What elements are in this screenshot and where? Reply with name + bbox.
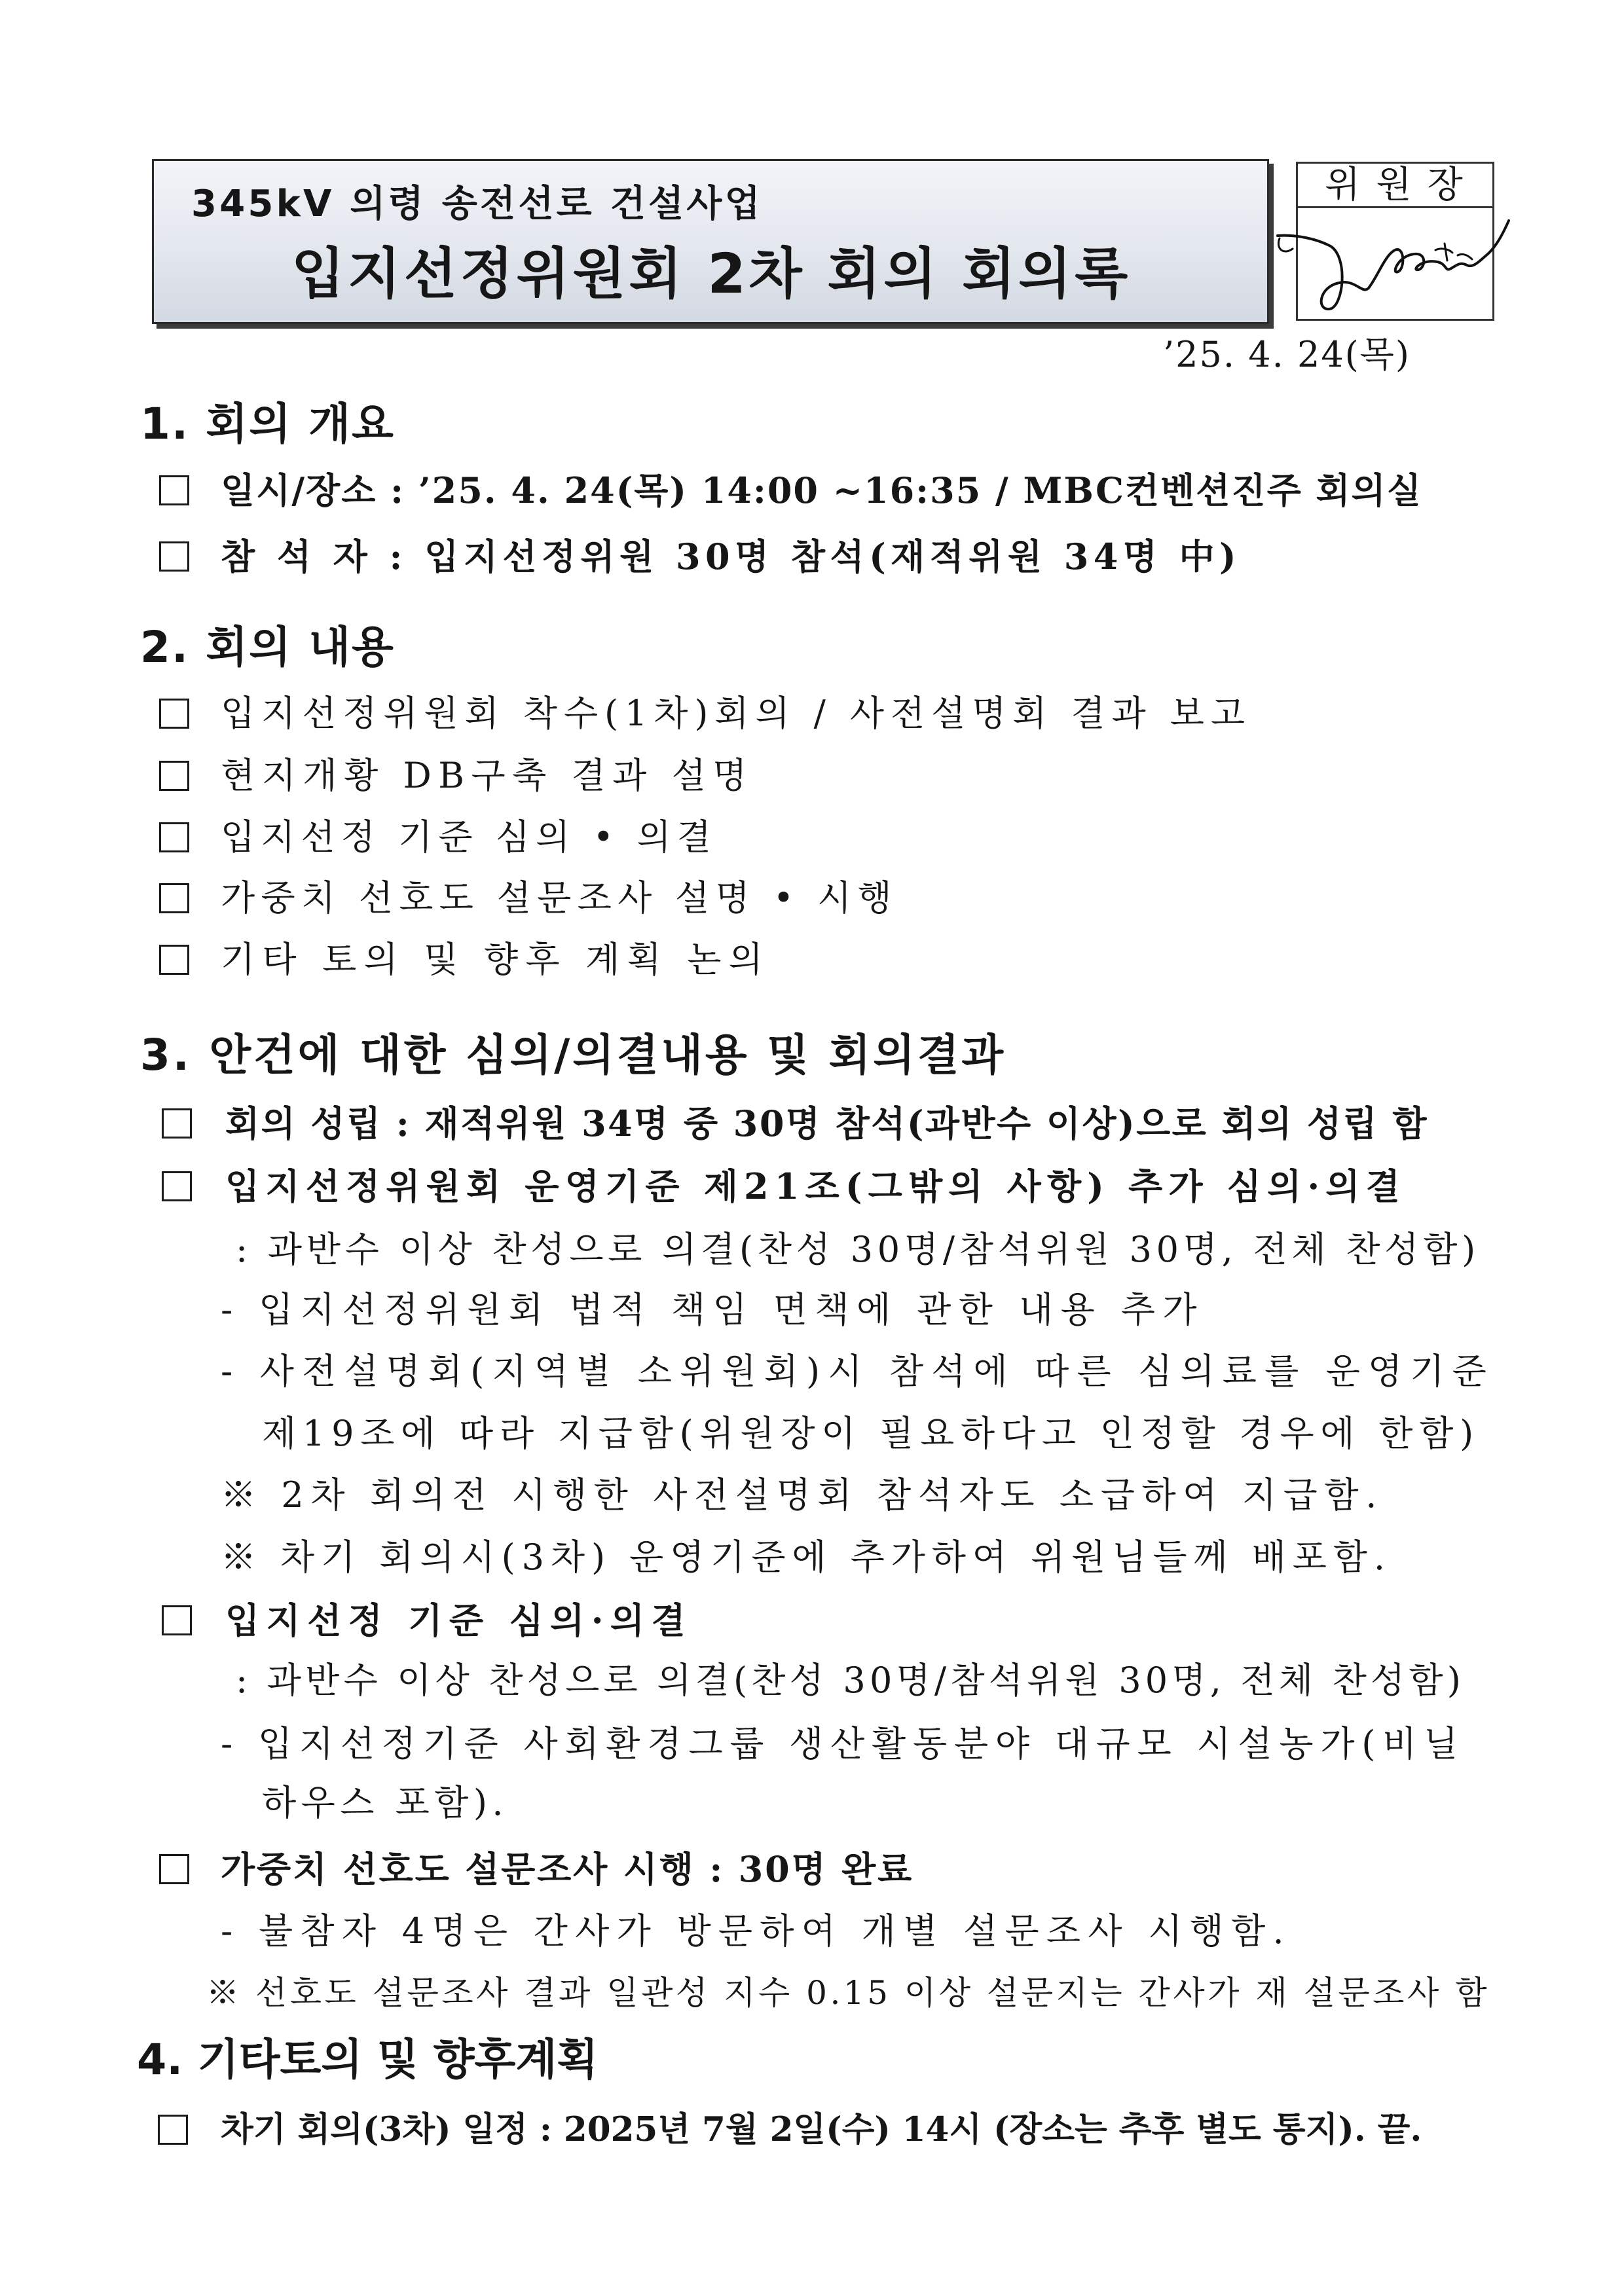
section-heading (0, 398, 1624, 450)
checkbox-icon (159, 822, 189, 852)
resolution-title (0, 1843, 1624, 1895)
resolution-title (0, 1594, 1624, 1647)
resolution-note (0, 1531, 1624, 1584)
agenda-item-text: 기타 토의 및 향후 계획 논의 (221, 939, 770, 980)
section-heading (0, 2034, 1624, 2086)
resolution-note (0, 1469, 1624, 1522)
resolution-title-text: 입지선정위원회 운영기준 제21조(그밖의 사항) 추가 심의·의결 (225, 1165, 1406, 1207)
checkbox-icon (159, 541, 189, 572)
resolution-detail (0, 1224, 1624, 1276)
resolution-detail-text: : 과반수 이상 찬성으로 의결(찬성 30명/참석위원 30명, 전체 찬성함) (236, 1660, 1465, 1701)
resolution-detail-text: - 입지선정기준 사회환경그룹 생산활동분야 대규모 시설농가(비닐 (221, 1723, 1465, 1764)
agenda-item (0, 750, 1624, 802)
agenda-item-text: 현지개황 DB구축 결과 설명 (221, 755, 754, 796)
agenda-item-text: 가중치 선호도 설문조사 설명 • 시행 (221, 877, 898, 919)
resolution-note-text: ※ 2차 회의전 시행한 사전설명회 참석자도 소급하여 지급함. (221, 1474, 1384, 1516)
resolution-detail (0, 1777, 1624, 1829)
resolution-title (0, 1160, 1624, 1212)
title-box (152, 159, 1269, 324)
resolution-title-text: 입지선정 기준 심의·의결 (225, 1599, 692, 1641)
document-date: ’25. 4. 24(목) (1163, 334, 1411, 375)
document-date-row (0, 329, 1624, 381)
section-heading-text: 3. 안건에 대한 심의/의결내용 및 회의결과 (140, 1030, 1006, 1080)
resolution-note-text: ※ 선호도 설문조사 결과 일관성 지수 0.15 이상 설문지는 간사가 재 설문조사 함 (206, 1974, 1490, 2012)
checkbox-icon (162, 1605, 192, 1635)
checkbox-icon (162, 1108, 192, 1139)
resolution-detail (0, 1284, 1624, 1336)
resolution-detail-text: - 사전설명회(지역별 소위원회)시 참석에 따른 심의료를 운영기준 (221, 1351, 1494, 1392)
section-heading (0, 621, 1624, 674)
resolution-title-text: 가중치 선호도 설문조사 시행 : 30명 완료 (221, 1848, 914, 1890)
checkbox-icon (159, 883, 189, 913)
agenda-item-text: 입지선정위원회 착수(1차)회의 / 사전설명회 결과 보고 (221, 693, 1251, 734)
resolution-note-text: ※ 차기 회의시(3차) 운영기준에 추가하여 위원님들께 배포함. (221, 1537, 1392, 1578)
agenda-item-text: 입지선정 기준 심의 • 의결 (221, 816, 717, 858)
agenda-item (0, 872, 1624, 924)
checkbox-icon (159, 699, 189, 729)
agenda-item (0, 687, 1624, 740)
resolution-detail-text: 제19조에 따라 지급함(위원장이 필요하다고 인정할 경우에 한함) (262, 1413, 1480, 1454)
section-heading-text: 2. 회의 내용 (140, 622, 395, 672)
overview-datetime-place (0, 464, 1624, 517)
resolution-detail (0, 1718, 1624, 1770)
approval-header (1298, 164, 1492, 208)
resolution-quorum-text: 회의 성립 : 재적위원 34명 중 30명 참석(과반수 이상)으로 회의 성립 함 (225, 1102, 1428, 1144)
checkbox-icon (159, 475, 189, 505)
agenda-item (0, 811, 1624, 864)
document-subtitle: 345kV 의령 송전선로 건설사업 (191, 183, 763, 225)
document-title: 입지선정위원회 2차 회의 회의록 (291, 242, 1131, 306)
checkbox-icon (159, 1854, 189, 1884)
section-heading-text: 4. 기타토의 및 향후계획 (137, 2035, 599, 2085)
resolution-detail-text: - 입지선정위원회 법적 책임 면책에 관한 내용 추가 (221, 1289, 1204, 1330)
overview-datetime-place-text: 일시/장소 : ’25. 4. 24(목) 14:00 ~16:35 / MBC컨벤션진주 회의실 (221, 469, 1423, 511)
resolution-detail-text: - 불참자 4명은 간사가 방문하여 개별 설문조사 시행함. (221, 1910, 1291, 1952)
next-meeting-schedule (0, 2104, 1624, 2156)
next-meeting-schedule-text: 차기 회의(3차) 일정 : 2025년 7월 2일(수) 14시 (장소는 추후 별도 통지). 끝. (221, 2110, 1422, 2149)
overview-attendees (0, 530, 1624, 583)
checkbox-icon (159, 945, 189, 975)
resolution-detail (0, 1905, 1624, 1958)
resolution-detail-text: 하우스 포함). (262, 1782, 508, 1823)
checkbox-icon (159, 761, 189, 791)
checkbox-icon (162, 1171, 192, 1201)
resolution-detail (0, 1654, 1624, 1707)
resolution-detail (0, 1345, 1624, 1398)
resolution-detail-text: : 과반수 이상 찬성으로 의결(찬성 30명/참석위원 30명, 전체 찬성함) (236, 1229, 1480, 1270)
section-heading (0, 1029, 1624, 1082)
section-heading-text: 1. 회의 개요 (140, 399, 395, 449)
resolution-note (0, 1967, 1624, 2019)
agenda-item (0, 934, 1624, 986)
resolution-quorum (0, 1097, 1624, 1150)
checkbox-icon (158, 2115, 188, 2145)
resolution-detail (0, 1408, 1624, 1460)
overview-attendees-text: 참 석 자 : 입지선정위원 30명 참석(재적위원 34명 中) (221, 536, 1241, 577)
approval-label: 위 원 장 (1325, 164, 1465, 206)
signature-icon (1264, 210, 1526, 340)
